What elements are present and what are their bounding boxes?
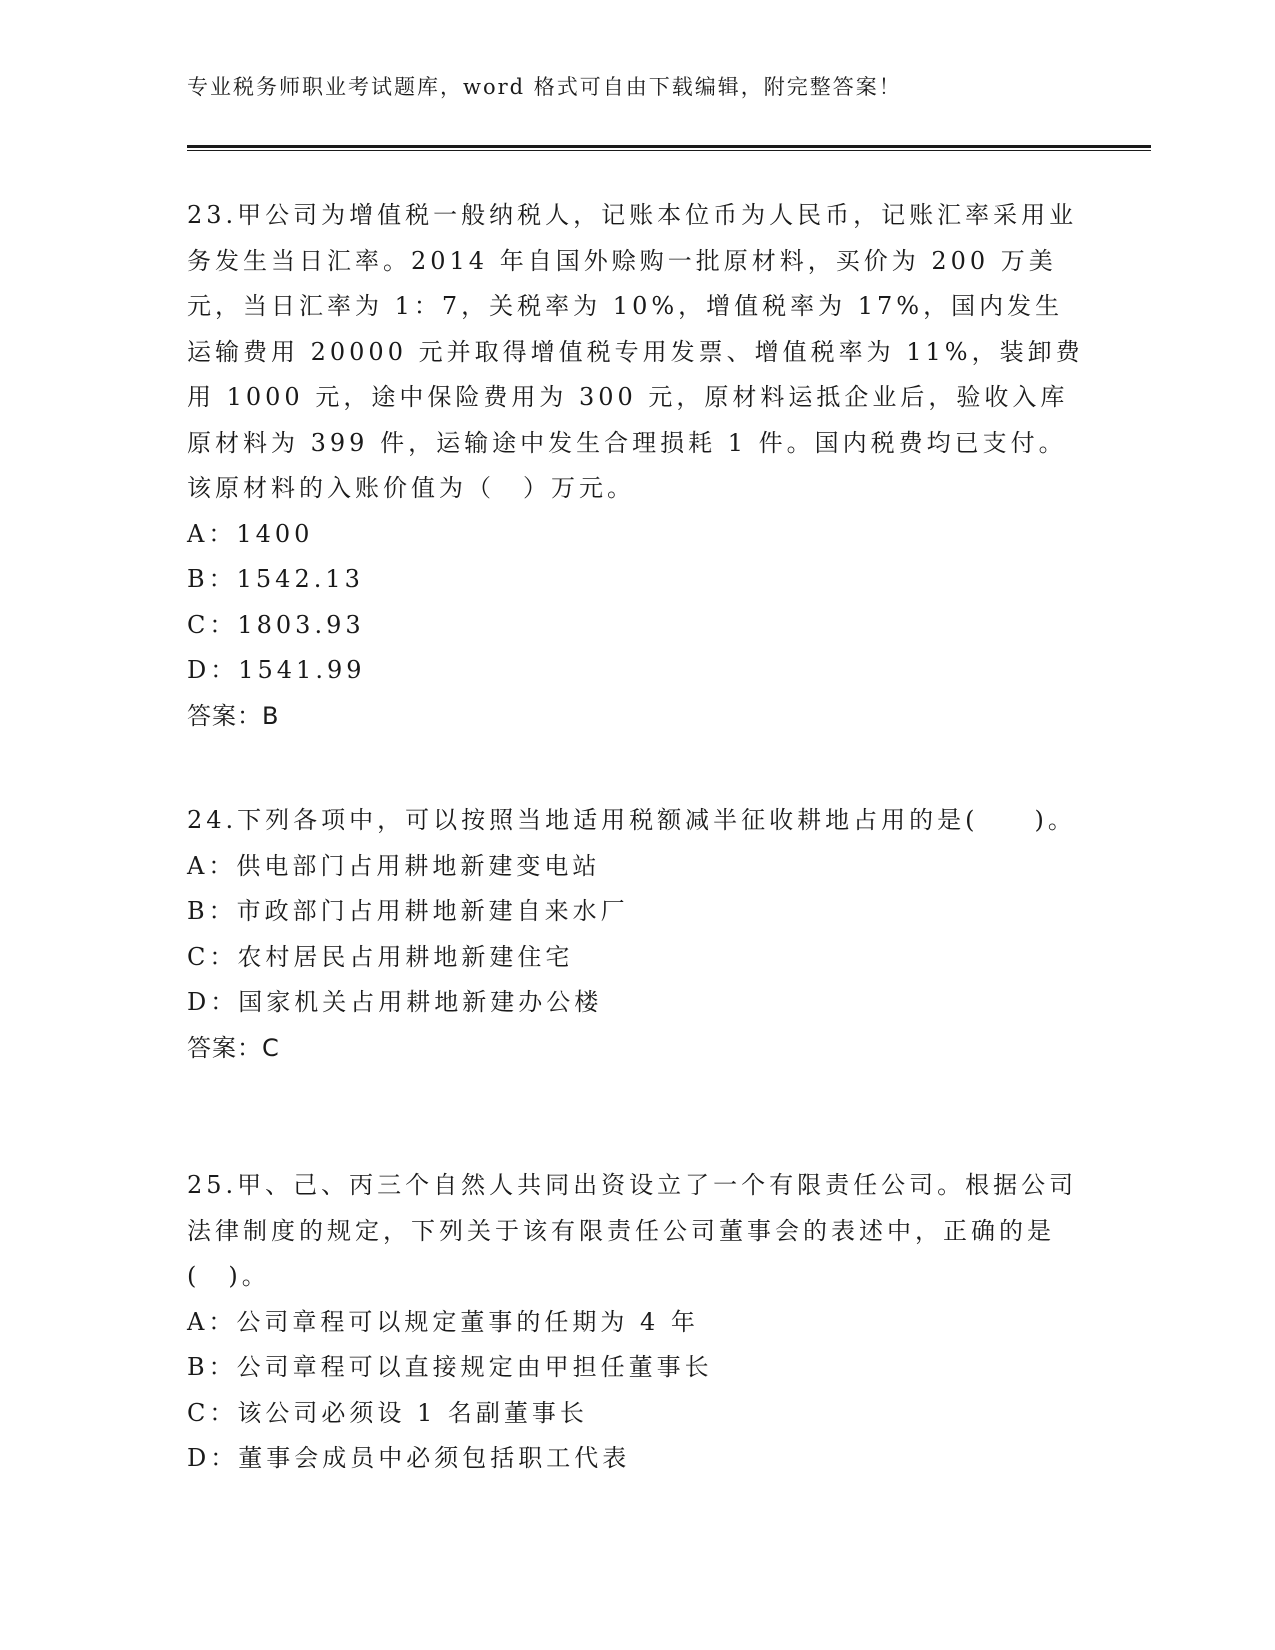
question-23 — [187, 193, 1087, 739]
option-a: A：供电部门占用耕地新建变电站 — [187, 851, 601, 880]
question-stem: 23.甲公司为增值税一般纳税人，记账本位币为人民币，记账汇率采用业务发生当日汇率。2014 年自国外赊购一批原材料，买价为 200 万美元，当日汇率为 1：7，关税率为 10%，增值税率为 17%，国内发生运输费用 20000 元并取得增值税专用发票、增值税率为 11%，装卸费用 1000 元，途中保险费用为 300 元，原材料运抵企业后，验收入库原材料为 399 件，运输途中发生合理损耗 1 件。国内税费均已支付。该原材料的入账价值为（ ）万元。 — [187, 201, 1084, 502]
option-c: C：农村居民占用耕地新建住宅 — [187, 942, 574, 971]
option-d: D：董事会成员中必须包括职工代表 — [187, 1444, 631, 1472]
option-b: B：1542.13 — [187, 565, 364, 593]
question-25 — [187, 1163, 1087, 1482]
answer: 答案：C — [187, 1033, 280, 1062]
option-a: A：1400 — [187, 519, 314, 548]
question-stem: 24.下列各项中，可以按照当地适用税额减半征收耕地占用的是( )。 — [187, 806, 1076, 834]
option-b: B：公司章程可以直接规定由甲担任董事长 — [187, 1353, 713, 1381]
header-rule-thin — [187, 150, 1151, 151]
page-header: 专业税务师职业考试题库，word 格式可自由下载编辑，附完整答案！ — [187, 75, 902, 99]
option-d: D：1541.99 — [187, 656, 366, 684]
question-stem: 25.甲、己、丙三个自然人共同出资设立了一个有限责任公司。根据公司法律制度的规定，下列关于该有限责任公司董事会的表述中，正确的是( )。 — [187, 1171, 1078, 1290]
option-a: A：公司章程可以规定董事的任期为 4 年 — [187, 1307, 699, 1336]
option-b: B：市政部门占用耕地新建自来水厂 — [187, 897, 629, 925]
header-rule-thick — [187, 145, 1151, 148]
option-c: C：该公司必须设 1 名副董事长 — [187, 1398, 588, 1427]
question-24 — [187, 798, 1087, 1071]
option-d: D：国家机关占用耕地新建办公楼 — [187, 988, 603, 1016]
answer: 答案：B — [187, 701, 280, 730]
option-c: C：1803.93 — [187, 610, 365, 639]
